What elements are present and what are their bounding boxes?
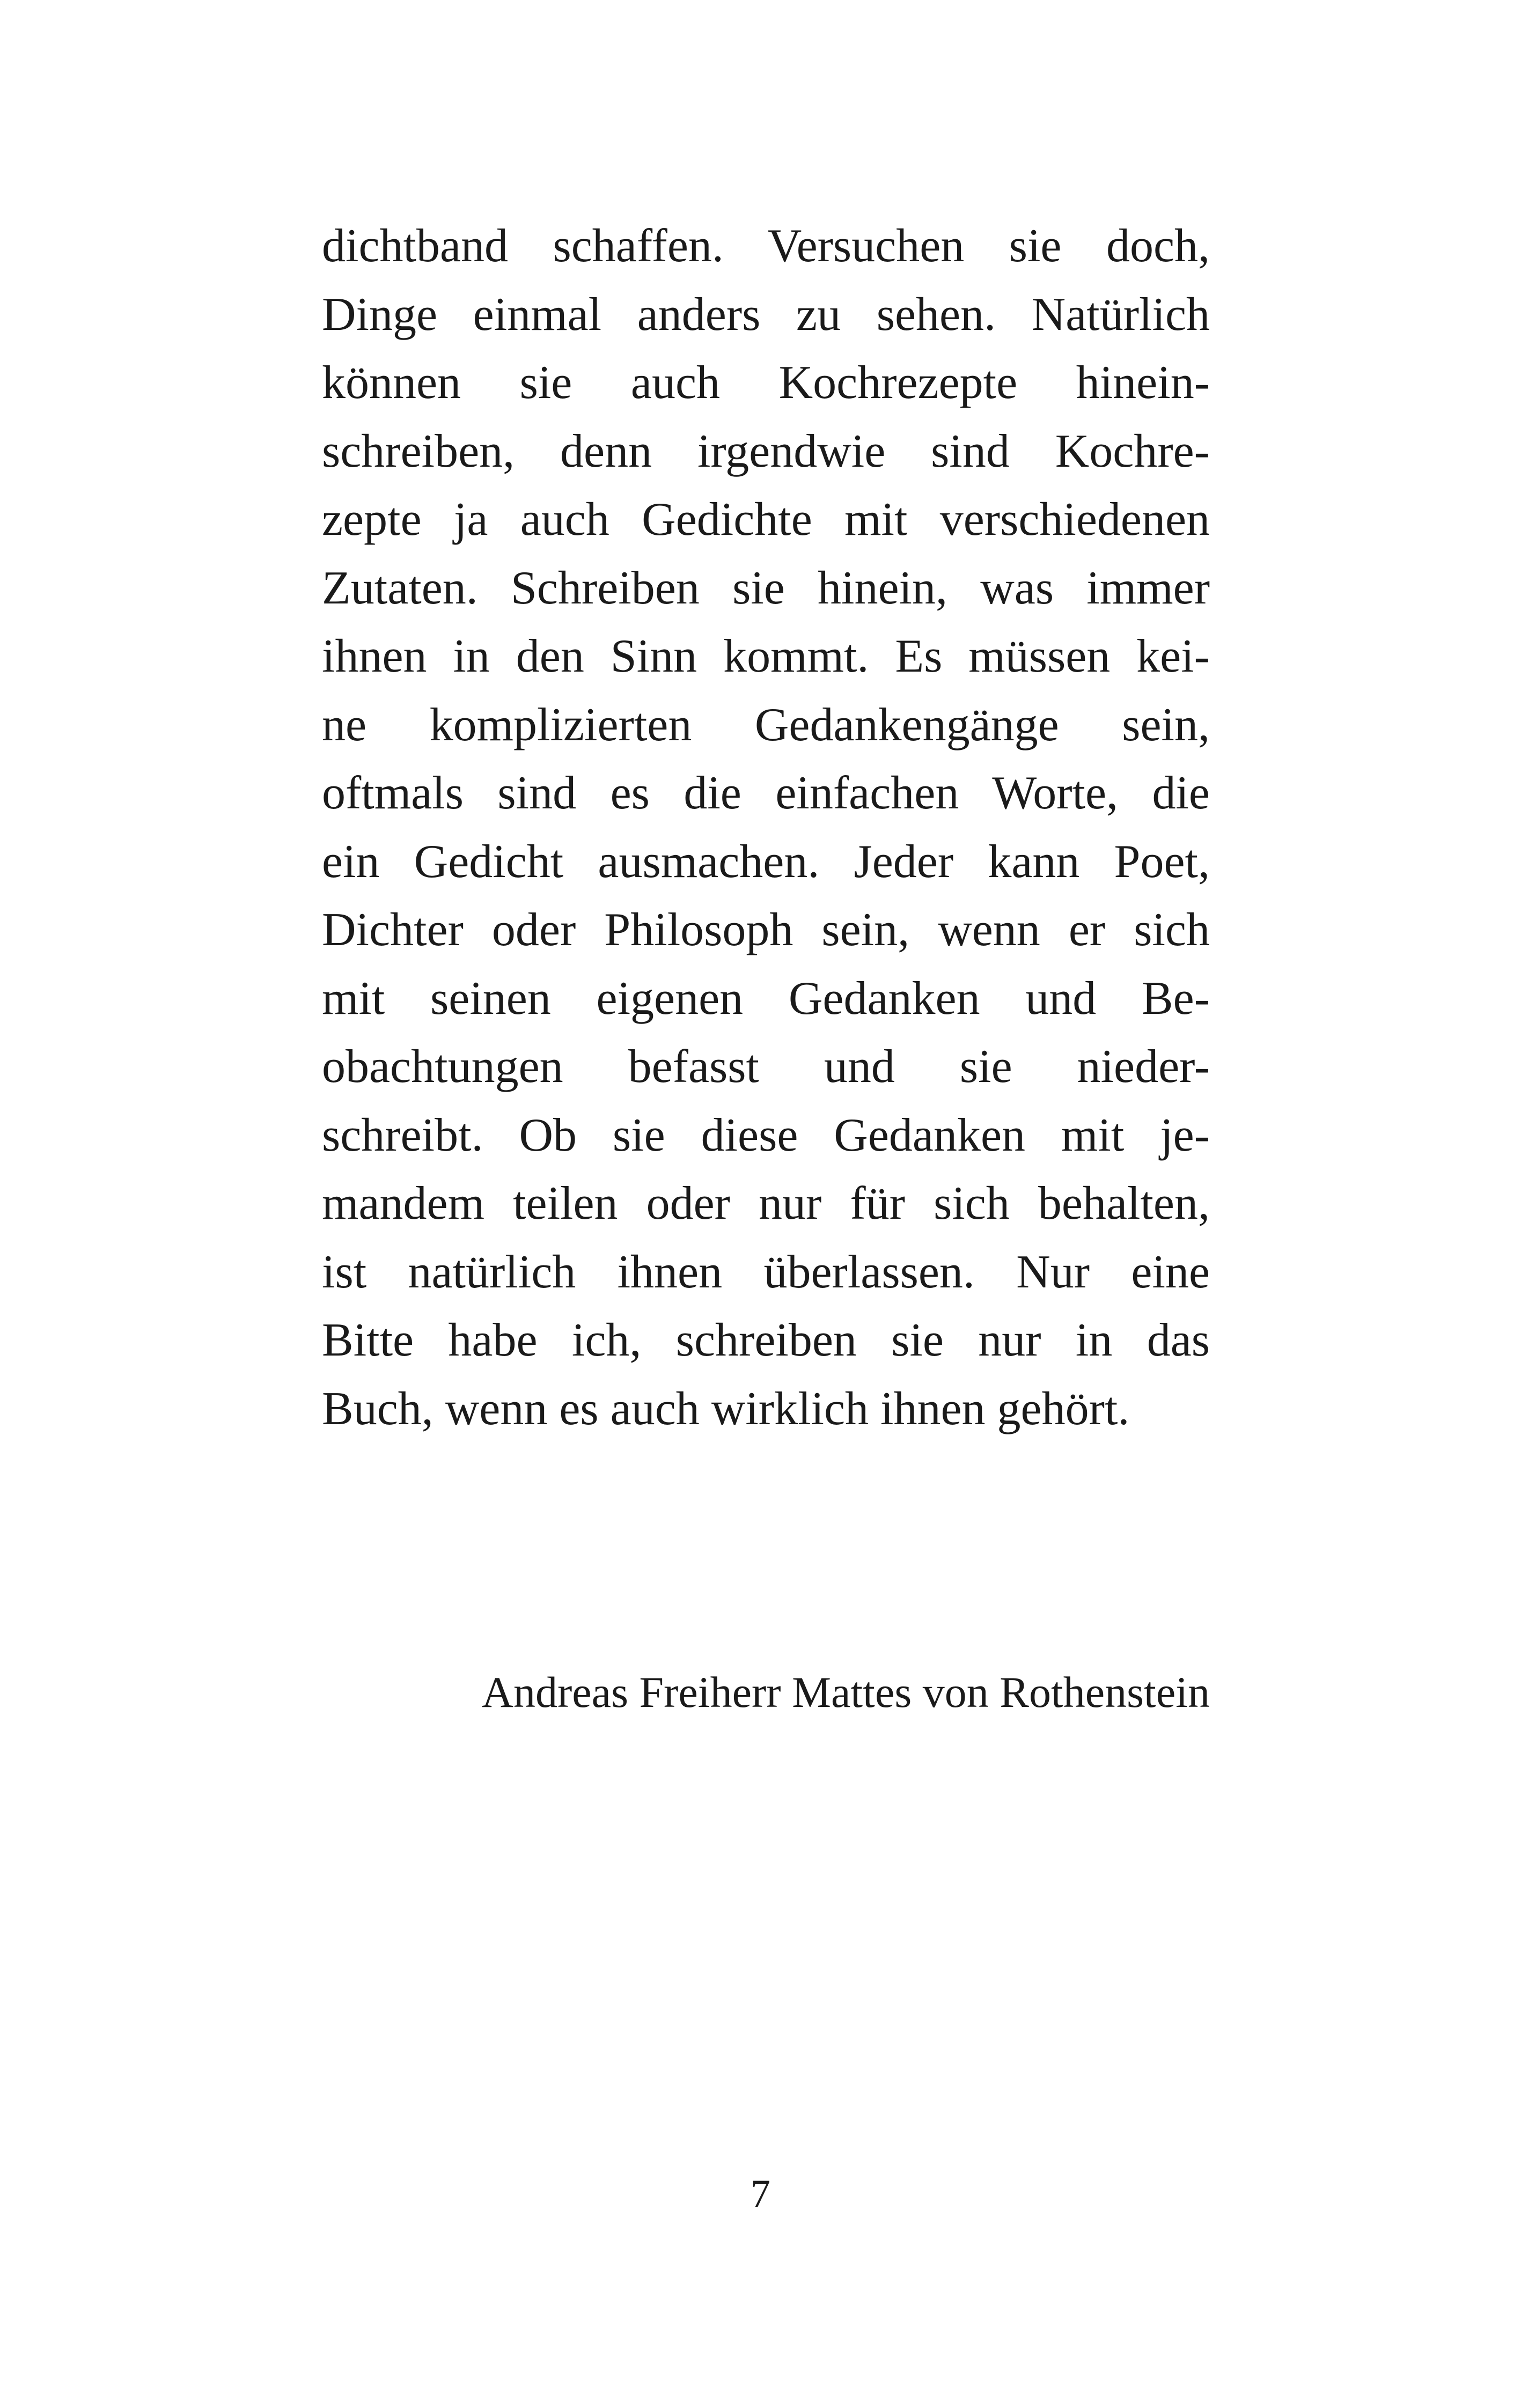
text-line: dichtband schaffen. Versuchen sie doch, (322, 220, 1210, 272)
text-line: Zutaten. Schreiben sie hinein, was immer (322, 562, 1210, 614)
text-line: Buch, wenn es auch wirklich ihnen gehört. (322, 1382, 1130, 1435)
text-line: obachtungen befasst und sie nieder- (322, 1041, 1210, 1093)
text-line: zepte ja auch Gedichte mit verschiedenen (322, 494, 1210, 546)
text-line: können sie auch Kochrezepte hinein- (322, 357, 1210, 409)
text-line: ist natürlich ihnen überlassen. Nur eine (322, 1246, 1210, 1298)
page-number: 7 (751, 2172, 770, 2216)
text-line: mandem teilen oder nur für sich behalten, (322, 1177, 1210, 1229)
text-line: ne komplizierten Gedankengänge sein, (322, 698, 1210, 751)
text-line: schreibt. Ob sie diese Gedanken mit je- (322, 1109, 1210, 1161)
text-line: mit seinen eigenen Gedanken und Be- (322, 972, 1210, 1025)
text-line: Dichter oder Philosoph sein, wenn er sich (322, 904, 1210, 956)
text-line: oftmals sind es die einfachen Worte, die (322, 767, 1210, 819)
body-paragraph (322, 212, 1210, 1443)
text-line: ihnen in den Sinn kommt. Es müssen kei- (322, 630, 1210, 682)
text-line: Dinge einmal anders zu sehen. Natürlich (322, 288, 1210, 341)
text-line: ein Gedicht ausmachen. Jeder kann Poet, (322, 835, 1210, 888)
text-line: schreiben, denn irgendwie sind Kochre- (322, 425, 1210, 477)
author-signature: Andreas Freiherr Mattes von Rothenstein (481, 1668, 1210, 1717)
text-line: Bitte habe ich, schreiben sie nur in das (322, 1314, 1210, 1366)
